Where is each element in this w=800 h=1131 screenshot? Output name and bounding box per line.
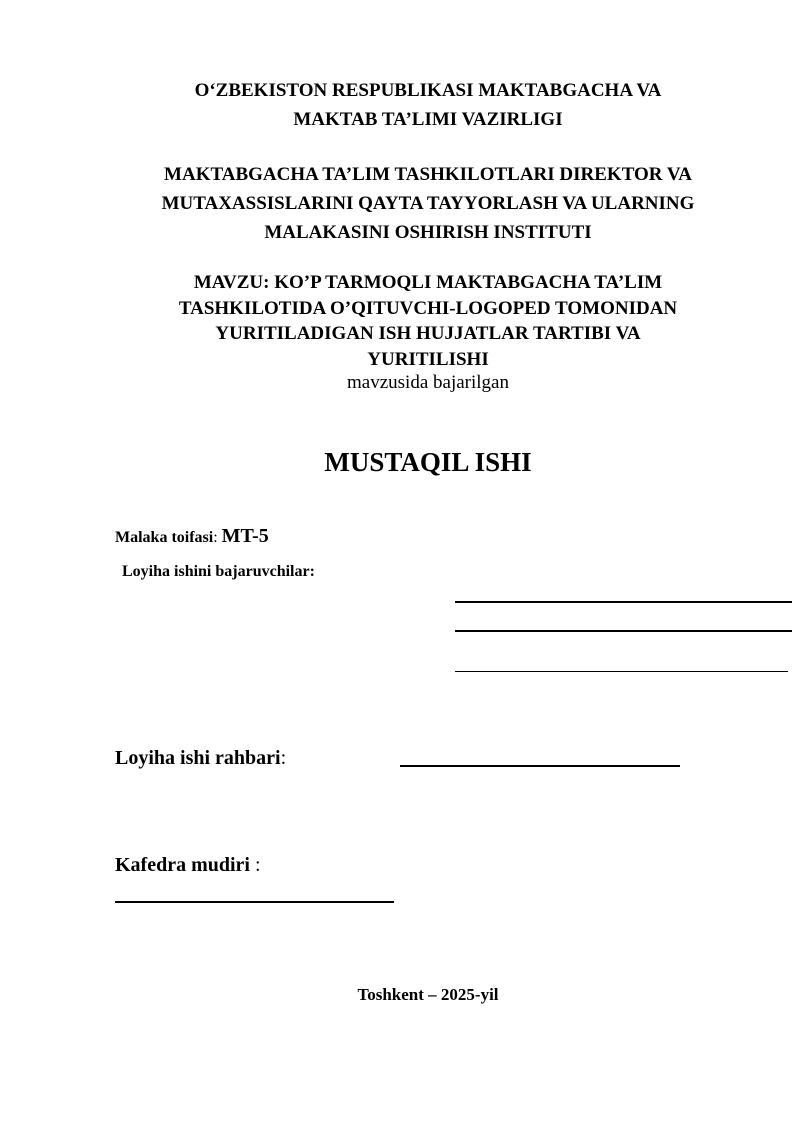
topic-line-4: YURITILISHI xyxy=(367,348,489,370)
place-year: Toshkent – 2025-yil xyxy=(357,985,499,1004)
executor-signature-line-3 xyxy=(455,671,788,672)
topic-subtitle: mavzusida bajarilgan xyxy=(347,372,509,393)
department-head-signature-line xyxy=(115,901,394,903)
institute-line-2: MUTAXASSISLARINI QAYTA TAYYORLASH VA ULARNING xyxy=(161,193,695,214)
qualification-row xyxy=(115,522,269,552)
institute-heading xyxy=(0,160,800,247)
qualification-label: Malaka toifasi xyxy=(115,529,214,546)
supervisor-separator: : xyxy=(280,747,287,769)
institute-line-1: MAKTABGACHA TA’LIM TASHKILOTLARI DIREKTOR VA xyxy=(164,164,692,185)
ministry-heading xyxy=(0,76,800,134)
supervisor-label: Loyiha ishi rahbari xyxy=(115,747,281,769)
executor-signature-line-2 xyxy=(455,630,792,632)
executor-signature-line-1 xyxy=(455,601,792,603)
supervisor-row xyxy=(115,744,286,772)
institute-line-3: MALAKASINI OSHIRISH INSTITUTI xyxy=(264,222,592,243)
ministry-line-1: O‘ZBEKISTON RESPUBLIKASI MAKTABGACHA VA xyxy=(194,80,662,101)
topic-line-1: MAVZU: KO’P TARMOQLI MAKTABGACHA TA’LIM xyxy=(193,272,663,293)
department-head-label: Kafedra mudiri xyxy=(115,854,250,876)
executors-label: Loyiha ishini bajaruvchilar: xyxy=(122,563,315,580)
topic-line-3: YURITILADIGAN ISH HUJJATLAR TARTIBI VA xyxy=(215,323,641,344)
qualification-value: MT-5 xyxy=(221,525,269,547)
department-head-row xyxy=(115,851,261,879)
ministry-line-2: MAKTAB TA’LIMI VAZIRLIGI xyxy=(293,109,563,130)
topic-heading xyxy=(0,270,800,372)
topic-line-2: TASHKILOTIDA O’QITUVCHI-LOGOPED TOMONIDAN xyxy=(178,297,678,319)
department-head-separator: : xyxy=(250,854,261,876)
document-title: MUSTAQIL ISHI xyxy=(324,447,532,477)
qualification-separator: : xyxy=(213,529,222,546)
supervisor-signature-line xyxy=(400,765,680,767)
